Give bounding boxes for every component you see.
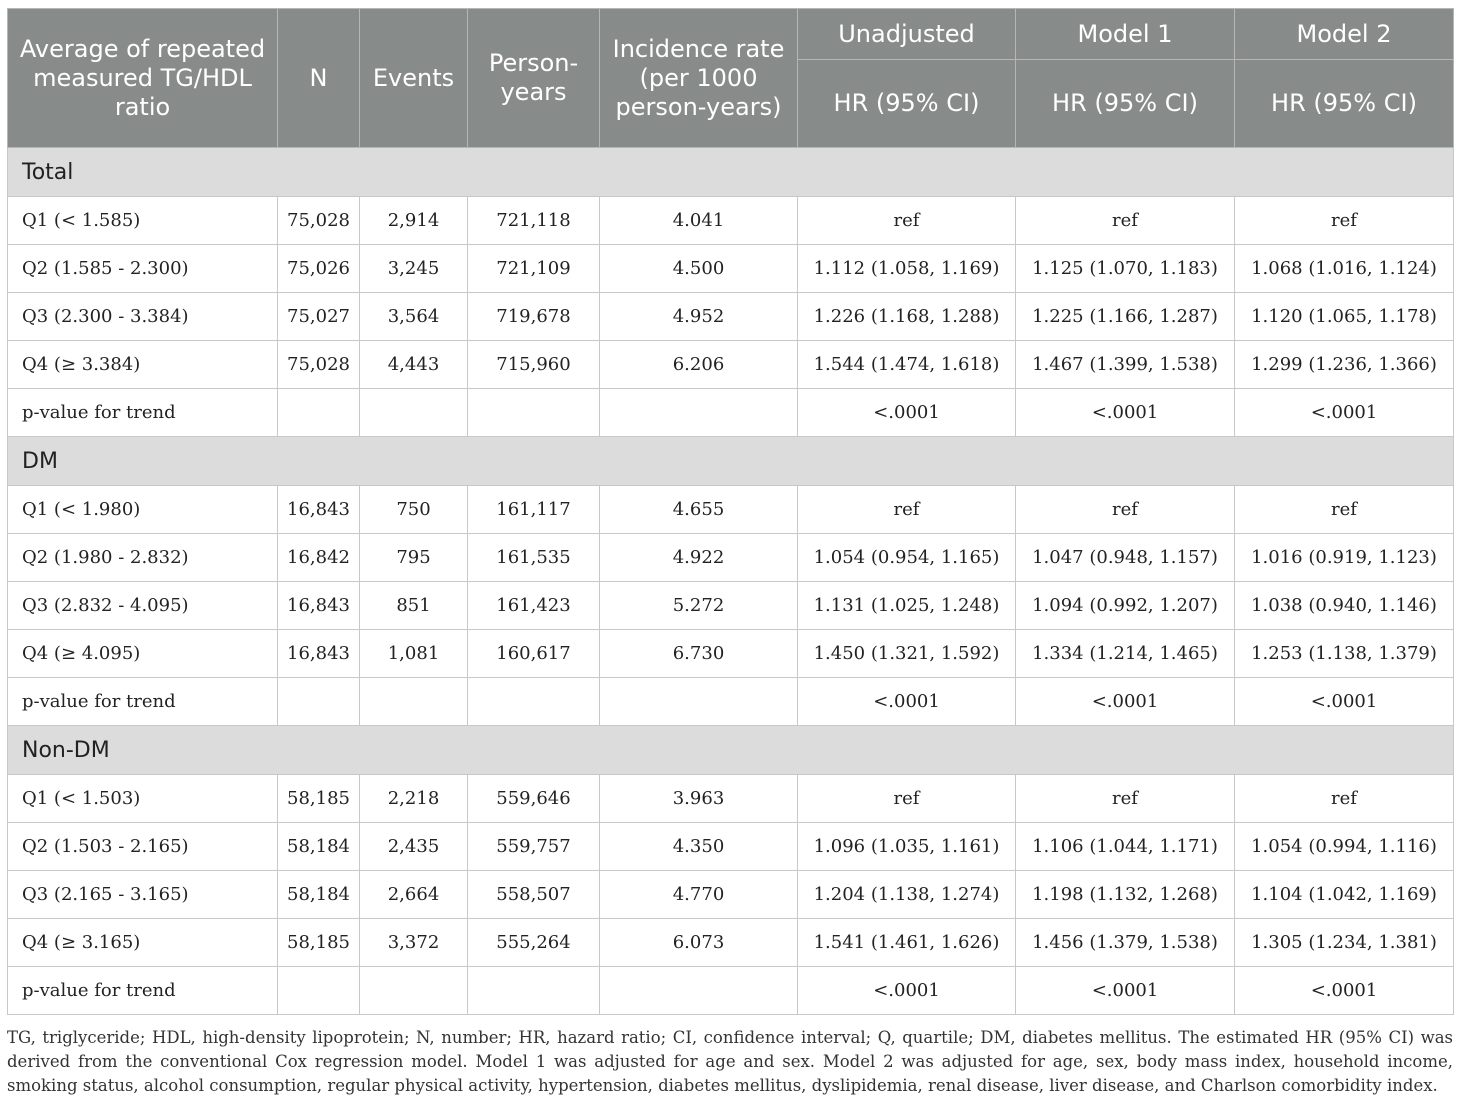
cell-hr-model1: 1.125 (1.070, 1.183) bbox=[1016, 245, 1235, 293]
cell-person-years bbox=[468, 967, 600, 1015]
cell-hr-unadjusted: 1.204 (1.138, 1.274) bbox=[798, 871, 1016, 919]
cell-n: 16,843 bbox=[278, 582, 360, 630]
section-title: Non-DM bbox=[8, 726, 1454, 775]
cell-hr-model2: ref bbox=[1235, 197, 1454, 245]
table-row bbox=[8, 775, 1454, 823]
cell-person-years: 559,757 bbox=[468, 823, 600, 871]
cell-hr-model1: 1.467 (1.399, 1.538) bbox=[1016, 341, 1235, 389]
cell-hr-model1: <.0001 bbox=[1016, 678, 1235, 726]
row-label: p-value for trend bbox=[8, 389, 278, 437]
cell-events: 1,081 bbox=[360, 630, 468, 678]
section-title: Total bbox=[8, 148, 1454, 197]
cell-incidence-rate: 3.963 bbox=[600, 775, 798, 823]
table-row bbox=[8, 293, 1454, 341]
section-header-row bbox=[8, 148, 1454, 197]
cell-hr-model1: 1.094 (0.992, 1.207) bbox=[1016, 582, 1235, 630]
cell-person-years bbox=[468, 389, 600, 437]
cell-events: 3,372 bbox=[360, 919, 468, 967]
section-header-row bbox=[8, 726, 1454, 775]
cell-n: 75,028 bbox=[278, 341, 360, 389]
cell-events bbox=[360, 389, 468, 437]
cell-hr-unadjusted: 1.541 (1.461, 1.626) bbox=[798, 919, 1016, 967]
cell-hr-unadjusted: ref bbox=[798, 486, 1016, 534]
cell-incidence-rate bbox=[600, 967, 798, 1015]
cell-hr-model2: <.0001 bbox=[1235, 967, 1454, 1015]
table-row bbox=[8, 919, 1454, 967]
table-row bbox=[8, 582, 1454, 630]
header-hr-unadjusted: HR (95% CI) bbox=[798, 60, 1016, 148]
row-label: Q3 (2.832 - 4.095) bbox=[8, 582, 278, 630]
cell-hr-model1: 1.456 (1.379, 1.538) bbox=[1016, 919, 1235, 967]
cell-events: 3,564 bbox=[360, 293, 468, 341]
cell-hr-unadjusted: 1.054 (0.954, 1.165) bbox=[798, 534, 1016, 582]
cell-incidence-rate: 4.041 bbox=[600, 197, 798, 245]
header-hr-model1: HR (95% CI) bbox=[1016, 60, 1235, 148]
cell-incidence-rate: 4.350 bbox=[600, 823, 798, 871]
cell-hr-unadjusted: ref bbox=[798, 197, 1016, 245]
header-unadjusted: Unadjusted bbox=[798, 9, 1016, 60]
cell-hr-model1: <.0001 bbox=[1016, 389, 1235, 437]
cell-hr-model1: ref bbox=[1016, 197, 1235, 245]
cell-hr-unadjusted: <.0001 bbox=[798, 389, 1016, 437]
cell-hr-model1: 1.047 (0.948, 1.157) bbox=[1016, 534, 1235, 582]
cell-n: 16,843 bbox=[278, 630, 360, 678]
row-label: Q1 (< 1.980) bbox=[8, 486, 278, 534]
cell-hr-model2: <.0001 bbox=[1235, 389, 1454, 437]
row-label: Q2 (1.980 - 2.832) bbox=[8, 534, 278, 582]
cell-hr-unadjusted: ref bbox=[798, 775, 1016, 823]
header-model1: Model 1 bbox=[1016, 9, 1235, 60]
cell-n bbox=[278, 389, 360, 437]
cell-events: 750 bbox=[360, 486, 468, 534]
cell-n: 75,026 bbox=[278, 245, 360, 293]
row-label: Q4 (≥ 3.384) bbox=[8, 341, 278, 389]
cell-person-years: 160,617 bbox=[468, 630, 600, 678]
cell-incidence-rate: 6.073 bbox=[600, 919, 798, 967]
cell-hr-model2: 1.016 (0.919, 1.123) bbox=[1235, 534, 1454, 582]
table-row bbox=[8, 823, 1454, 871]
footnote: TG, triglyceride; HDL, high-density lipoprotein; N, number; HR, hazard ratio; CI, confidence interval; Q, quartile; DM, diabetes mellitus. The estimated HR (95% CI) was derived from the conventional Cox regression model. Model 1 was adjusted for age and sex. Model 2 was adjusted for age, sex, body mass index, household income, smoking status, alcohol consumption, regular physical activity, hypertension, diabetes mellitus, dyslipidemia, renal disease, liver disease, and Charlson comorbidity index. bbox=[7, 1028, 1453, 1095]
table-row bbox=[8, 341, 1454, 389]
cell-person-years: 721,118 bbox=[468, 197, 600, 245]
cell-hr-model2: 1.104 (1.042, 1.169) bbox=[1235, 871, 1454, 919]
cell-events: 2,914 bbox=[360, 197, 468, 245]
cell-n: 58,185 bbox=[278, 775, 360, 823]
cell-hr-model2: 1.299 (1.236, 1.366) bbox=[1235, 341, 1454, 389]
cell-hr-model2: ref bbox=[1235, 775, 1454, 823]
cell-hr-model1: 1.106 (1.044, 1.171) bbox=[1016, 823, 1235, 871]
cell-hr-model2: 1.038 (0.940, 1.146) bbox=[1235, 582, 1454, 630]
header-events: Events bbox=[360, 9, 468, 148]
cell-incidence-rate bbox=[600, 678, 798, 726]
cell-incidence-rate: 6.206 bbox=[600, 341, 798, 389]
table-row bbox=[8, 678, 1454, 726]
cell-hr-model1: 1.334 (1.214, 1.465) bbox=[1016, 630, 1235, 678]
cell-hr-model2: 1.253 (1.138, 1.379) bbox=[1235, 630, 1454, 678]
cell-hr-unadjusted: 1.544 (1.474, 1.618) bbox=[798, 341, 1016, 389]
results-table-container bbox=[7, 8, 1453, 1015]
header-person-years: Person-years bbox=[468, 9, 600, 148]
cell-hr-model2: 1.054 (0.994, 1.116) bbox=[1235, 823, 1454, 871]
table-header bbox=[8, 9, 1454, 148]
table-row bbox=[8, 389, 1454, 437]
cell-n: 75,027 bbox=[278, 293, 360, 341]
cell-person-years: 161,535 bbox=[468, 534, 600, 582]
cell-n bbox=[278, 967, 360, 1015]
header-n: N bbox=[278, 9, 360, 148]
cell-hr-unadjusted: <.0001 bbox=[798, 967, 1016, 1015]
cell-hr-model1: 1.225 (1.166, 1.287) bbox=[1016, 293, 1235, 341]
cell-hr-model1: ref bbox=[1016, 775, 1235, 823]
cell-person-years: 161,423 bbox=[468, 582, 600, 630]
cell-person-years: 555,264 bbox=[468, 919, 600, 967]
section-header-row bbox=[8, 437, 1454, 486]
cell-hr-unadjusted: 1.226 (1.168, 1.288) bbox=[798, 293, 1016, 341]
row-label: Q4 (≥ 4.095) bbox=[8, 630, 278, 678]
cell-incidence-rate: 5.272 bbox=[600, 582, 798, 630]
cell-incidence-rate: 4.952 bbox=[600, 293, 798, 341]
row-label: Q2 (1.503 - 2.165) bbox=[8, 823, 278, 871]
cell-n: 16,842 bbox=[278, 534, 360, 582]
cell-hr-model2: 1.120 (1.065, 1.178) bbox=[1235, 293, 1454, 341]
section-title: DM bbox=[8, 437, 1454, 486]
cell-incidence-rate: 4.500 bbox=[600, 245, 798, 293]
header-tg-hdl-ratio: Average of repeated measured TG/HDL ratio bbox=[8, 9, 278, 148]
cell-events bbox=[360, 967, 468, 1015]
cell-person-years bbox=[468, 678, 600, 726]
cell-hr-model1: <.0001 bbox=[1016, 967, 1235, 1015]
cell-n: 16,843 bbox=[278, 486, 360, 534]
cell-hr-unadjusted: 1.131 (1.025, 1.248) bbox=[798, 582, 1016, 630]
row-label: Q3 (2.300 - 3.384) bbox=[8, 293, 278, 341]
cell-events: 4,443 bbox=[360, 341, 468, 389]
table-body bbox=[8, 148, 1454, 1015]
cell-person-years: 161,117 bbox=[468, 486, 600, 534]
cell-events: 2,435 bbox=[360, 823, 468, 871]
table-row bbox=[8, 534, 1454, 582]
table-row bbox=[8, 967, 1454, 1015]
cell-incidence-rate: 4.922 bbox=[600, 534, 798, 582]
cell-hr-unadjusted: 1.112 (1.058, 1.169) bbox=[798, 245, 1016, 293]
header-incidence-rate: Incidence rate (per 1000 person-years) bbox=[600, 9, 798, 148]
cell-n: 75,028 bbox=[278, 197, 360, 245]
header-hr-model2: HR (95% CI) bbox=[1235, 60, 1454, 148]
table-row bbox=[8, 630, 1454, 678]
cell-incidence-rate bbox=[600, 389, 798, 437]
cell-hr-model1: ref bbox=[1016, 486, 1235, 534]
row-label: Q2 (1.585 - 2.300) bbox=[8, 245, 278, 293]
cell-person-years: 721,109 bbox=[468, 245, 600, 293]
header-model2: Model 2 bbox=[1235, 9, 1454, 60]
table-row bbox=[8, 871, 1454, 919]
cell-events bbox=[360, 678, 468, 726]
cell-events: 2,664 bbox=[360, 871, 468, 919]
cell-incidence-rate: 4.655 bbox=[600, 486, 798, 534]
cell-events: 851 bbox=[360, 582, 468, 630]
table-row bbox=[8, 486, 1454, 534]
cell-n bbox=[278, 678, 360, 726]
row-label: Q1 (< 1.503) bbox=[8, 775, 278, 823]
cell-hr-model2: 1.305 (1.234, 1.381) bbox=[1235, 919, 1454, 967]
cell-n: 58,184 bbox=[278, 823, 360, 871]
cell-events: 795 bbox=[360, 534, 468, 582]
cell-person-years: 558,507 bbox=[468, 871, 600, 919]
row-label: p-value for trend bbox=[8, 967, 278, 1015]
cell-hr-unadjusted: 1.096 (1.035, 1.161) bbox=[798, 823, 1016, 871]
row-label: Q3 (2.165 - 3.165) bbox=[8, 871, 278, 919]
cell-events: 3,245 bbox=[360, 245, 468, 293]
row-label: p-value for trend bbox=[8, 678, 278, 726]
cell-hr-model2: 1.068 (1.016, 1.124) bbox=[1235, 245, 1454, 293]
table-row bbox=[8, 197, 1454, 245]
cell-person-years: 715,960 bbox=[468, 341, 600, 389]
cell-hr-unadjusted: 1.450 (1.321, 1.592) bbox=[798, 630, 1016, 678]
cell-hr-model2: <.0001 bbox=[1235, 678, 1454, 726]
cell-incidence-rate: 4.770 bbox=[600, 871, 798, 919]
row-label: Q1 (< 1.585) bbox=[8, 197, 278, 245]
cell-hr-model1: 1.198 (1.132, 1.268) bbox=[1016, 871, 1235, 919]
cell-n: 58,185 bbox=[278, 919, 360, 967]
cell-person-years: 559,646 bbox=[468, 775, 600, 823]
row-label: Q4 (≥ 3.165) bbox=[8, 919, 278, 967]
cell-person-years: 719,678 bbox=[468, 293, 600, 341]
cell-hr-model2: ref bbox=[1235, 486, 1454, 534]
cell-incidence-rate: 6.730 bbox=[600, 630, 798, 678]
cell-hr-unadjusted: <.0001 bbox=[798, 678, 1016, 726]
cell-n: 58,184 bbox=[278, 871, 360, 919]
table-row bbox=[8, 245, 1454, 293]
results-table bbox=[7, 8, 1454, 1015]
cell-events: 2,218 bbox=[360, 775, 468, 823]
